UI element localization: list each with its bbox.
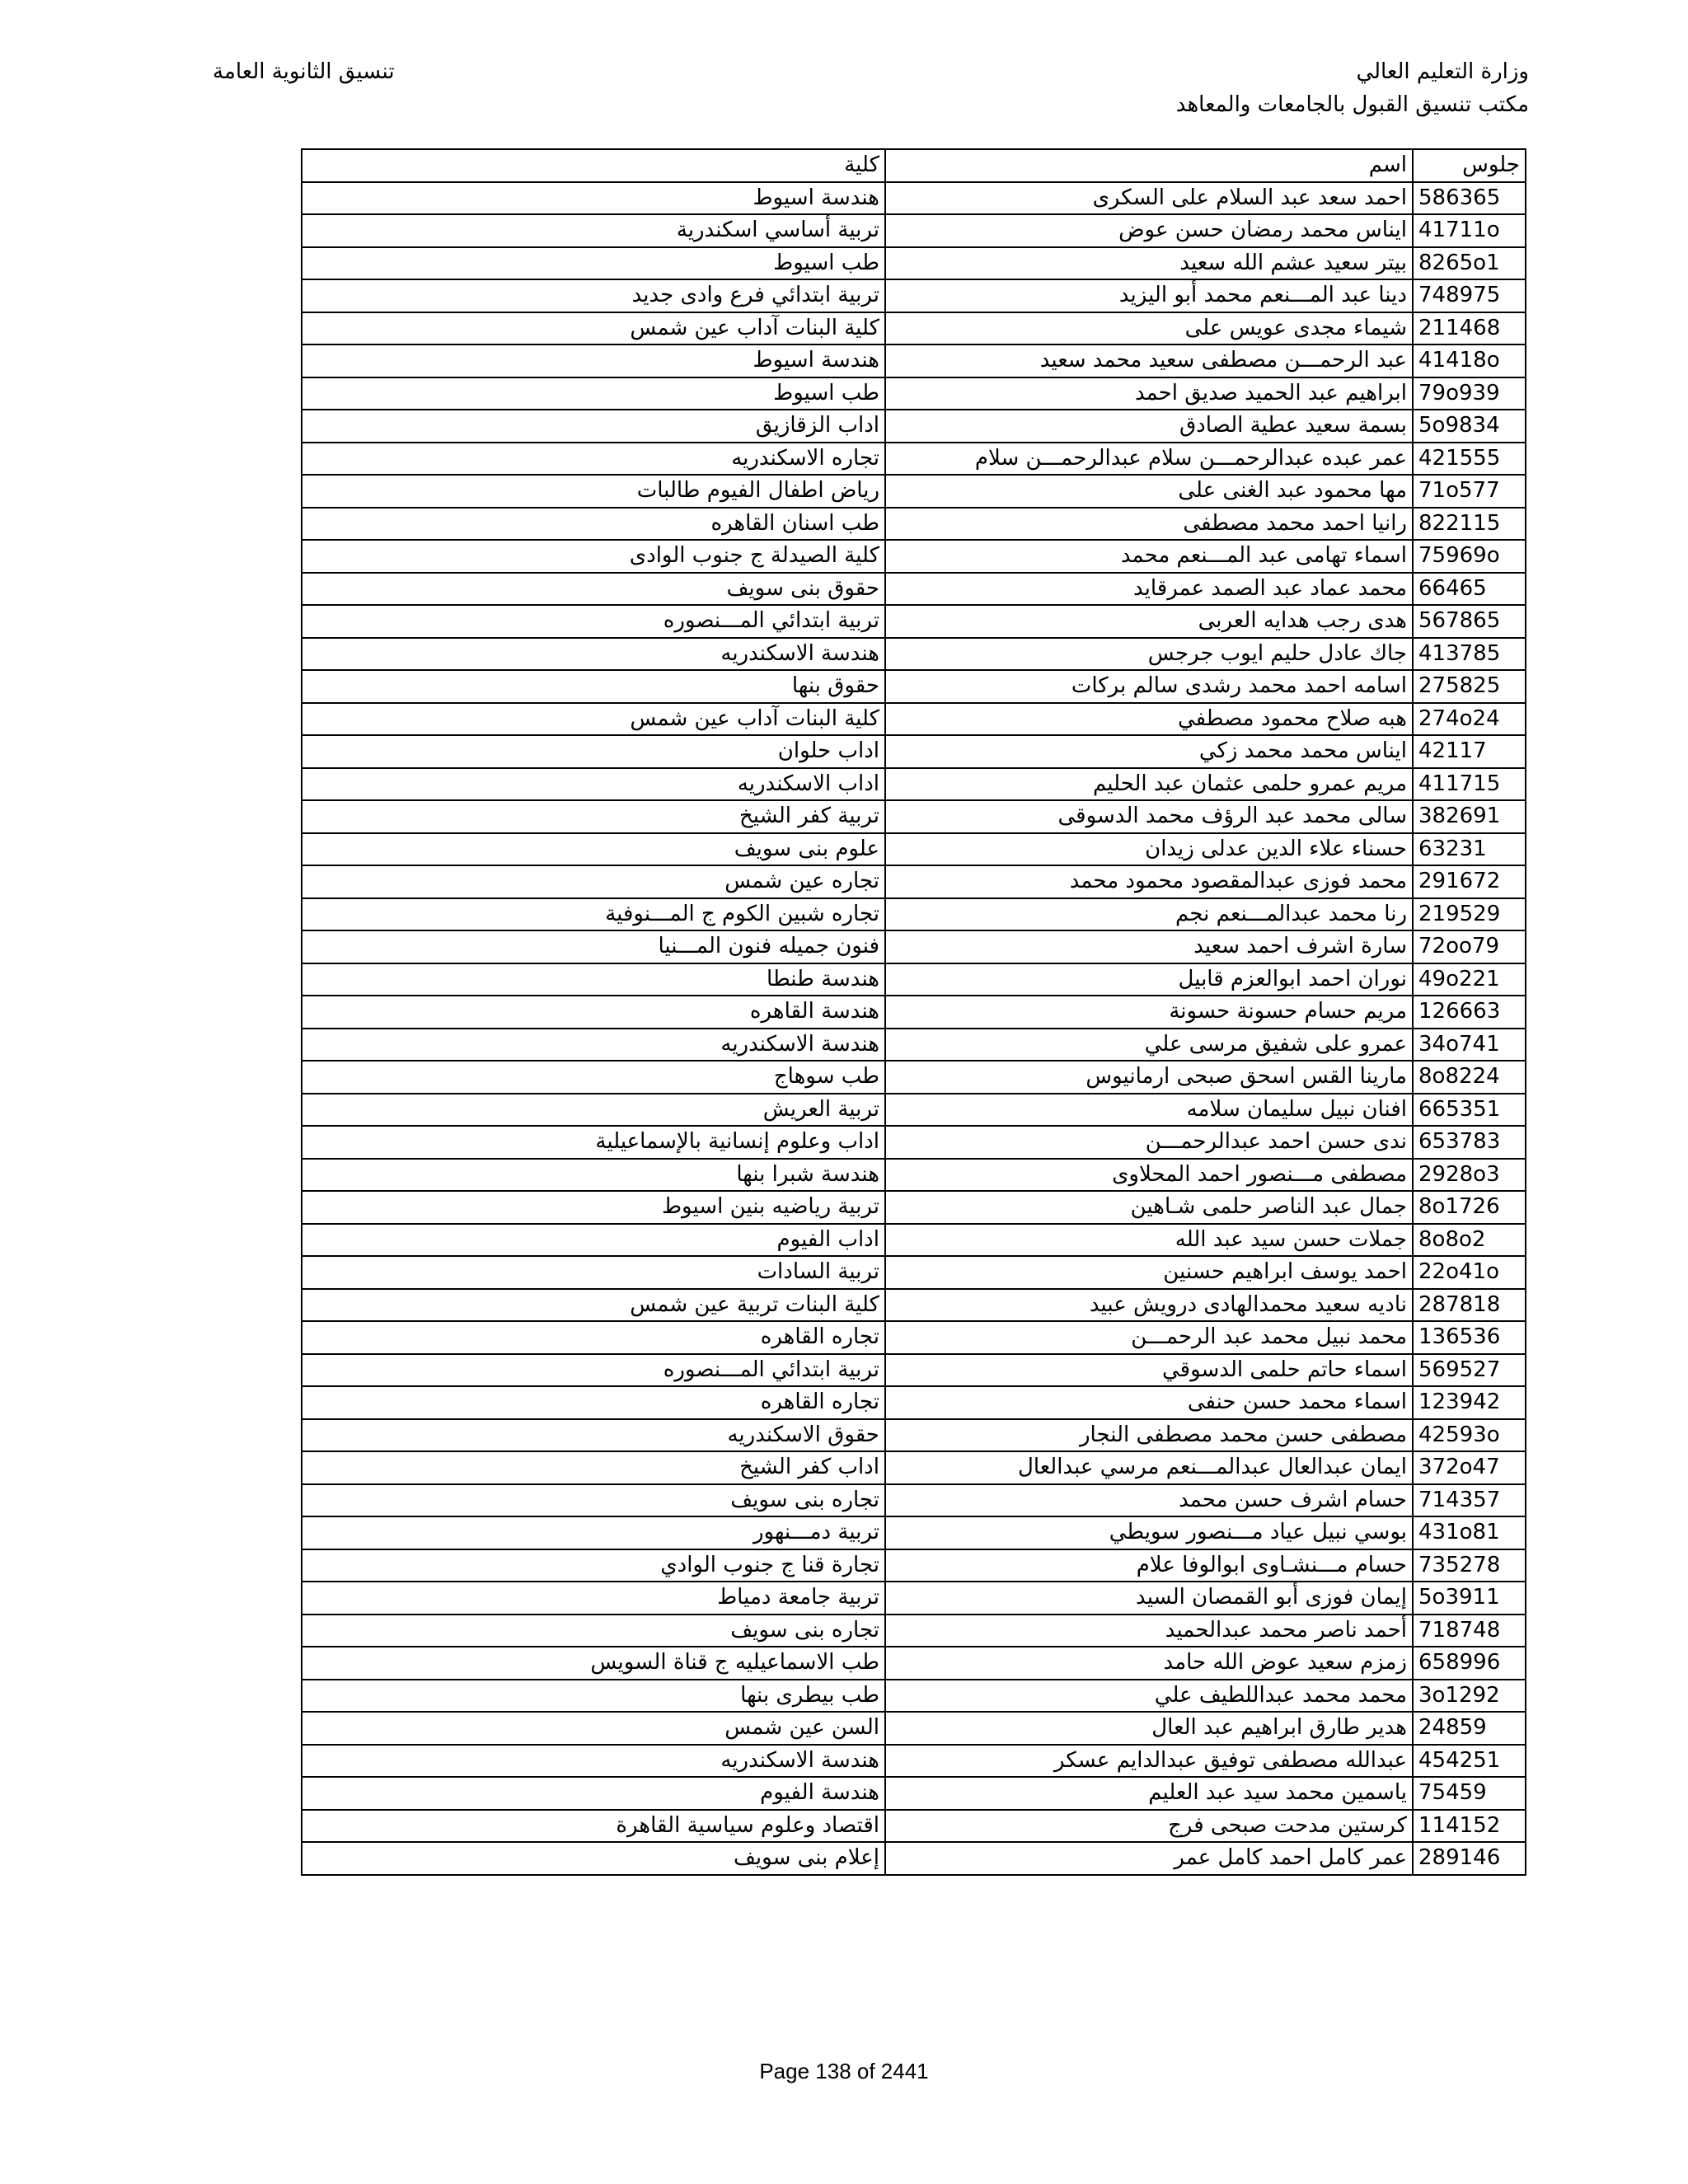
results-table [301,148,1526,1876]
student-name-cell: محمد فوزى عبدالمقصود محمود محمد [885,865,1413,898]
table-row [302,1615,1526,1647]
table-row [302,1029,1526,1062]
seat-number-cell: 136536 [1413,1321,1526,1354]
seat-number-cell: 211468 [1413,312,1526,345]
student-name-cell: شيماء مجدى عويس على [885,312,1413,345]
student-name-cell: دينا عبد المـــنعم محمد أبو اليزيد [885,279,1413,312]
college-cell: اداب الاسكندريه [302,768,885,801]
college-cell: اداب حلوان [302,735,885,768]
table-row [302,1126,1526,1159]
seat-number-cell: 291672 [1413,865,1526,898]
table-row [302,1680,1526,1713]
seat-number-cell: 5o3911 [1413,1582,1526,1615]
student-name-cell: بوسي نبيل عياد مـــنصور سويطي [885,1516,1413,1549]
seat-number-cell: 714357 [1413,1484,1526,1517]
college-cell: تجاره القاهره [302,1386,885,1419]
seat-number-cell: 8o8o2 [1413,1224,1526,1257]
program-title: تنسيق الثانوية العامة [213,59,395,84]
seat-number-cell: 22o41o [1413,1256,1526,1289]
table-row [302,930,1526,963]
table-row [302,410,1526,443]
student-name-cell: عمر عبده عبدالرحمـــن سلام عبدالرحمـــن سلام [885,443,1413,476]
student-name-cell: مصطفى حسن محمد مصطفى النجار [885,1419,1413,1452]
college-cell: علوم بنى سويف [302,833,885,866]
seat-number-cell: 665351 [1413,1094,1526,1127]
college-cell: تربية رياضيه بنين اسيوط [302,1191,885,1224]
student-name-cell: هبه صلاح محمود مصطفي [885,703,1413,736]
college-cell: هندسة الاسكندريه [302,1029,885,1062]
seat-number-cell: 748975 [1413,279,1526,312]
college-cell: طب سوهاج [302,1061,885,1094]
seat-number-cell: 8o1726 [1413,1191,1526,1224]
student-name-cell: افنان نبيل سليمان سلامه [885,1094,1413,1127]
college-cell: تجاره عين شمس [302,865,885,898]
student-name-cell: حسام مـــنشـاوى ابوالوفا علام [885,1549,1413,1582]
student-name-cell: هدير طارق ابراهيم عبد العال [885,1712,1413,1745]
student-name-cell: أحمد ناصر محمد عبدالحميد [885,1615,1413,1647]
table-row [302,735,1526,768]
table-row [302,1810,1526,1843]
seat-number-cell: 41711o [1413,214,1526,247]
college-cell: رياض اطفال الفيوم طالبات [302,475,885,508]
column-header-name: اسم [885,149,1413,182]
table-row [302,1191,1526,1224]
seat-number-cell: 586365 [1413,182,1526,215]
college-cell: حقوق بنى سويف [302,573,885,606]
college-cell: كلية البنات آداب عين شمس [302,312,885,345]
college-cell: تربية العريش [302,1094,885,1127]
college-cell: هندسة اسيوط [302,344,885,377]
student-name-cell: جمال عبد الناصر حلمى شـاهين [885,1191,1413,1224]
college-cell: تجاره بنى سويف [302,1484,885,1517]
seat-number-cell: 567865 [1413,605,1526,638]
table-row [302,996,1526,1029]
student-name-cell: اسامه احمد محمد رشدى سالم بركات [885,670,1413,703]
student-name-cell: مصطفى مـــنصور احمد المحلاوى [885,1159,1413,1192]
college-cell: طب اسيوط [302,247,885,280]
table-row [302,1647,1526,1680]
seat-number-cell: 24859 [1413,1712,1526,1745]
college-cell: حقوق الاسكندريه [302,1419,885,1452]
table-row [302,573,1526,606]
seat-number-cell: 34o741 [1413,1029,1526,1062]
student-name-cell: حسام اشرف حسن محمد [885,1484,1413,1517]
student-name-cell: اسماء حاتم حلمى الدسوقي [885,1354,1413,1387]
college-cell: طب الاسماعيليه ج قناة السويس [302,1647,885,1680]
table-row [302,247,1526,280]
table-row [302,1549,1526,1582]
table-row [302,1386,1526,1419]
table-row [302,1745,1526,1778]
seat-number-cell: 431o81 [1413,1516,1526,1549]
table-row [302,182,1526,215]
table-row [302,1712,1526,1745]
student-name-cell: هدى رجب هدايه العربى [885,605,1413,638]
seat-number-cell: 411715 [1413,768,1526,801]
college-cell: طب اسنان القاهره [302,508,885,541]
table-row [302,540,1526,573]
student-name-cell: عبد الرحمـــن مصطفى سعيد محمد سعيد [885,344,1413,377]
student-name-cell: عمر كامل احمد كامل عمر [885,1842,1413,1875]
seat-number-cell: 653783 [1413,1126,1526,1159]
seat-number-cell: 49o221 [1413,963,1526,996]
seat-number-cell: 382691 [1413,800,1526,833]
table-row [302,475,1526,508]
college-cell: هندسة الفيوم [302,1777,885,1810]
table-row [302,638,1526,671]
table-row [302,768,1526,801]
table-row [302,443,1526,476]
college-cell: اداب وعلوم إنسانية بالإسماعيلية [302,1126,885,1159]
seat-number-cell: 413785 [1413,638,1526,671]
table-row [302,1289,1526,1322]
college-cell: تربية السادات [302,1256,885,1289]
college-cell: تربية جامعة دمياط [302,1582,885,1615]
table-row [302,214,1526,247]
college-cell: تجاره بنى سويف [302,1615,885,1647]
student-name-cell: ندى حسن احمد عبدالرحمـــن [885,1126,1413,1159]
college-cell: تربية ابتدائي المـــنصوره [302,605,885,638]
seat-number-cell: 63231 [1413,833,1526,866]
seat-number-cell: 658996 [1413,1647,1526,1680]
table-row [302,1159,1526,1192]
college-cell: اداب الفيوم [302,1224,885,1257]
college-cell: تربية أساسي اسكندرية [302,214,885,247]
college-cell: تجاره شبين الكوم ج المـــنوفية [302,898,885,931]
student-name-cell: محمد محمد عبداللطيف علي [885,1680,1413,1713]
college-cell: طب بيطرى بنها [302,1680,885,1713]
table-row [302,898,1526,931]
seat-number-cell: 5o9834 [1413,410,1526,443]
college-cell: كلية الصيدلة ج جنوب الوادى [302,540,885,573]
seat-number-cell: 2928o3 [1413,1159,1526,1192]
college-cell: هندسة الاسكندريه [302,638,885,671]
student-name-cell: كرستين مدحت صبحى فرج [885,1810,1413,1843]
student-name-cell: حسناء علاء الدين عدلى زيدان [885,833,1413,866]
page-number: Page 138 of 2441 [759,2059,929,2083]
table-row [302,1354,1526,1387]
college-cell: اداب كفر الشيخ [302,1451,885,1484]
table-header-row [302,149,1526,182]
seat-number-cell: 123942 [1413,1386,1526,1419]
college-cell: طب اسيوط [302,377,885,410]
table-row [302,1224,1526,1257]
table-row [302,1451,1526,1484]
student-name-cell: احمد يوسف ابراهيم حسنين [885,1256,1413,1289]
college-cell: فنون جميله فنون المـــنيا [302,930,885,963]
seat-number-cell: 126663 [1413,996,1526,1029]
student-name-cell: ايناس محمد رمضان حسن عوض [885,214,1413,247]
table-row [302,1321,1526,1354]
seat-number-cell: 41418o [1413,344,1526,377]
seat-number-cell: 8265o1 [1413,247,1526,280]
college-cell: تربية كفر الشيخ [302,800,885,833]
student-name-cell: ابراهيم عبد الحميد صديق احمد [885,377,1413,410]
seat-number-cell: 75459 [1413,1777,1526,1810]
college-cell: حقوق بنها [302,670,885,703]
student-name-cell: عمرو على شفيق مرسى علي [885,1029,1413,1062]
table-row [302,312,1526,345]
student-name-cell: جاك عادل حليم ايوب جرجس [885,638,1413,671]
student-name-cell: رانيا احمد محمد مصطفى [885,508,1413,541]
table-row [302,1484,1526,1517]
college-cell: اقتصاد وعلوم سياسية القاهرة [302,1810,885,1843]
student-name-cell: زمزم سعيد عوض الله حامد [885,1647,1413,1680]
student-name-cell: ياسمين محمد سيد عبد العليم [885,1777,1413,1810]
student-name-cell: سالى محمد عبد الرؤف محمد الدسوقى [885,800,1413,833]
seat-number-cell: 735278 [1413,1549,1526,1582]
seat-number-cell: 421555 [1413,443,1526,476]
student-name-cell: بسمة سعيد عطية الصادق [885,410,1413,443]
college-cell: كلية البنات تربية عين شمس [302,1289,885,1322]
table-row [302,1061,1526,1094]
college-cell: تربية ابتدائي فرع وادى جديد [302,279,885,312]
student-name-cell: ناديه سعيد محمدالهادى درويش عبيد [885,1289,1413,1322]
college-cell: كلية البنات آداب عين شمس [302,703,885,736]
college-cell: تجاره القاهره [302,1321,885,1354]
seat-number-cell: 3o1292 [1413,1680,1526,1713]
student-name-cell: إيمان فوزى أبو القمصان السيد [885,1582,1413,1615]
table-row [302,344,1526,377]
seat-number-cell: 114152 [1413,1810,1526,1843]
table-row [302,1256,1526,1289]
table-row [302,1094,1526,1127]
student-name-cell: جملات حسن سيد عبد الله [885,1224,1413,1257]
table-row [302,833,1526,866]
college-cell: تربية دمـــنهور [302,1516,885,1549]
table-row [302,703,1526,736]
student-name-cell: مها محمود عبد الغنى على [885,475,1413,508]
table-row [302,1582,1526,1615]
college-cell: هندسة القاهره [302,996,885,1029]
student-name-cell: نوران احمد ابوالعزم قابيل [885,963,1413,996]
seat-number-cell: 8o8224 [1413,1061,1526,1094]
table-row [302,963,1526,996]
college-cell: هندسة اسيوط [302,182,885,215]
student-name-cell: محمد نبيل محمد عبد الرحمـــن [885,1321,1413,1354]
student-name-cell: ايمان عبدالعال عبدالمـــنعم مرسي عبدالعال [885,1451,1413,1484]
student-name-cell: عبدالله مصطفى توفيق عبدالدايم عسكر [885,1745,1413,1778]
seat-number-cell: 822115 [1413,508,1526,541]
student-name-cell: سارة اشرف احمد سعيد [885,930,1413,963]
seat-number-cell: 275825 [1413,670,1526,703]
student-name-cell: ايناس محمد محمد زكي [885,735,1413,768]
student-name-cell: بيتر سعيد عشم الله سعيد [885,247,1413,280]
table-row [302,508,1526,541]
seat-number-cell: 66465 [1413,573,1526,606]
student-name-cell: مريم عمرو حلمى عثمان عبد الحليم [885,768,1413,801]
student-name-cell: اسماء محمد حسن حنفى [885,1386,1413,1419]
college-cell: هندسة طنطا [302,963,885,996]
seat-number-cell: 287818 [1413,1289,1526,1322]
seat-number-cell: 718748 [1413,1615,1526,1647]
seat-number-cell: 75969o [1413,540,1526,573]
seat-number-cell: 569527 [1413,1354,1526,1387]
table-row [302,865,1526,898]
student-name-cell: محمد عماد عبد الصمد عمرقايد [885,573,1413,606]
seat-number-cell: 71o577 [1413,475,1526,508]
seat-number-cell: 72oo79 [1413,930,1526,963]
student-name-cell: مريم حسام حسونة حسونة [885,996,1413,1029]
seat-number-cell: 42117 [1413,735,1526,768]
student-name-cell: رنا محمد عبدالمـــنعم نجم [885,898,1413,931]
column-header-college: كلية [302,149,885,182]
table-row [302,377,1526,410]
seat-number-cell: 42593o [1413,1419,1526,1452]
table-row [302,1777,1526,1810]
seat-number-cell: 372o47 [1413,1451,1526,1484]
student-name-cell: اسماء تهامى عبد المـــنعم محمد [885,540,1413,573]
student-name-cell: مارينا القس اسحق صبحى ارمانيوس [885,1061,1413,1094]
college-cell: تربية ابتدائي المـــنصوره [302,1354,885,1387]
table-row [302,670,1526,703]
college-cell: هندسة شبرا بنها [302,1159,885,1192]
college-cell: تجاره الاسكندريه [302,443,885,476]
college-cell: هندسة الاسكندريه [302,1745,885,1778]
college-cell: اداب الزقازيق [302,410,885,443]
college-cell: تجارة قنا ج جنوب الوادي [302,1549,885,1582]
table-row [302,1516,1526,1549]
table-body [302,182,1526,1875]
office-title: مكتب تنسيق القبول بالجامعات والمعاهد [1175,92,1529,117]
column-header-id: جلوس [1413,149,1526,182]
table-row [302,605,1526,638]
seat-number-cell: 274o24 [1413,703,1526,736]
seat-number-cell: 454251 [1413,1745,1526,1778]
table-row [302,800,1526,833]
ministry-title: وزارة التعليم العالي [1356,59,1529,84]
college-cell: السن عين شمس [302,1712,885,1745]
table-row [302,1419,1526,1452]
seat-number-cell: 289146 [1413,1842,1526,1875]
table-row [302,279,1526,312]
seat-number-cell: 79o939 [1413,377,1526,410]
student-name-cell: احمد سعد عبد السلام على السكرى [885,182,1413,215]
college-cell: إعلام بنى سويف [302,1842,885,1875]
seat-number-cell: 219529 [1413,898,1526,931]
table-row [302,1842,1526,1875]
